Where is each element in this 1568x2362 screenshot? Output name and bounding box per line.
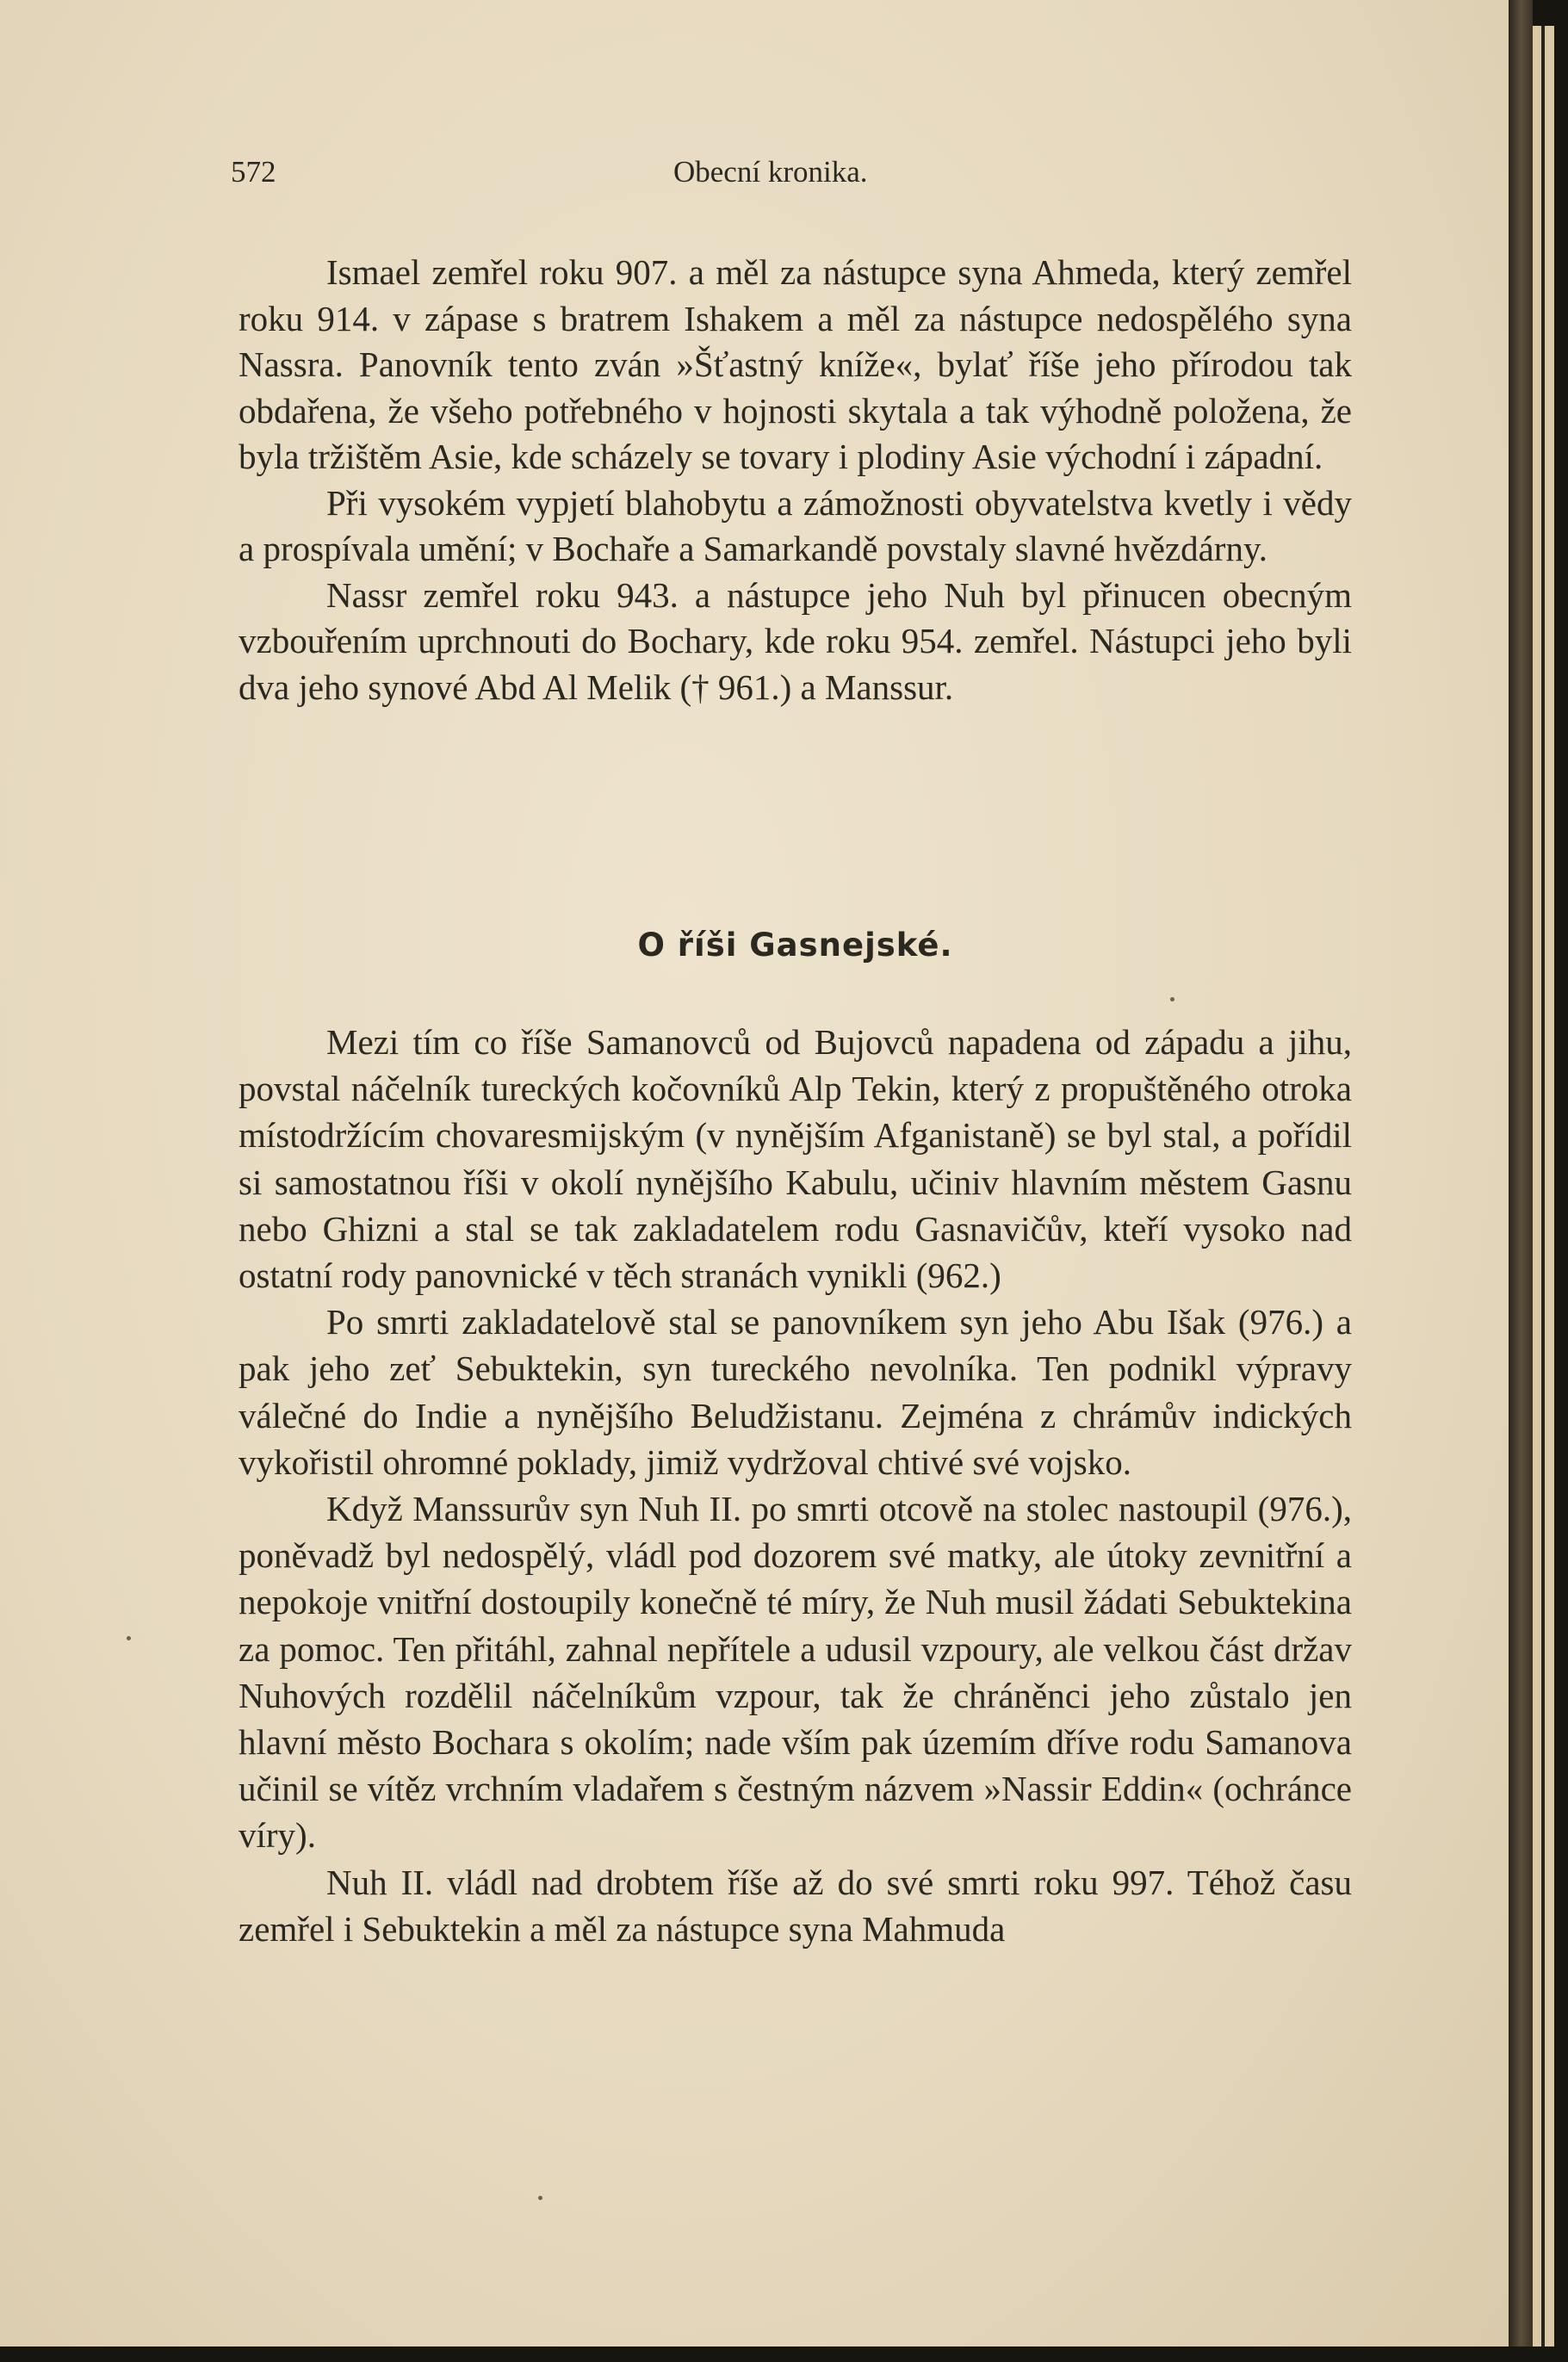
paper-speck (538, 2196, 542, 2200)
paragraph: Po smrti zakladatelově stal se panovníkem syn jeho Abu Išak (976.) a pak jeho zeť Sebuktekin, syn tureckého nevolníka. Ten podnikl výpravy válečné do Indie a nynějšího Beludžistanu. Zejména z chrámův indických vykořistil ohromné poklady, jimiž vydržoval chtivé své vojsko. (239, 1302, 1352, 1482)
paragraph: Nuh II. vládl nad drobtem říše až do své smrti roku 997. Téhož času zemřel i Sebuktekin a měl za nástupce syna Mahmuda (239, 1862, 1352, 1949)
page-number: 572 (231, 155, 276, 189)
paragraph: Mezi tím co říše Samanovců od Bujovců napadena od západu a jihu, povstal náčelník tureckých kočovníků Alp Tekin, který z propuštěného otroka místodržícím chovaresmijským (v nynějším Afganistaně) se byl stal, a pořídil si samostatnou říši v okolí nynějšího Kabulu, učiniv hlavním městem Gasnu nebo Ghizni a stal se tak zakladatelem rodu Gasnavičův, kteří vysoko nad ostatní rody panovnické v těch stranách vynikli (962.) (239, 1022, 1352, 1296)
section-1-text (239, 250, 1352, 710)
section-heading: O říši Gasnejské. (637, 927, 953, 964)
paragraph: Nassr zemřel roku 943. a nástupce jeho Nuh byl přinucen obecným vzbouřením uprchnouti do Bochary, kde roku 954. zemřel. Nástupci jeho byli dva jeho synové Abd Al Melik († 961.) a Manssur. (239, 574, 1352, 707)
paper-speck (1170, 997, 1174, 1001)
page-gutter (1509, 0, 1533, 2347)
paper-speck (127, 1636, 131, 1640)
binding-line (1541, 26, 1545, 2347)
page-header (231, 155, 1350, 207)
paragraph: Při vysokém vypjetí blahobytu a zámožnosti obyvatelstva kvetly i vědy a prospívala umění; v Bochaře a Samarkandě povstaly slavné hvězdárny. (239, 482, 1352, 568)
paragraph: Když Manssurův syn Nuh II. po smrti otcově na stolec nastoupil (976.), poněvadž byl nedospělý, vládl pod dozorem své matky, ale útoky zevnitřní a nepokoje vnitřní dostoupily konečně té míry, že Nuh musil žádati Sebuktekina za pomoc. Ten přitáhl, zahnal nepřítele a udusil vzpoury, ale velkou část držav Nuhových rozdělil náčelníkům vzpour, tak že chráněnci jeho zůstalo jen hlavní město Bochara s okolím; nade vším pak územím dříve rodu Samanova učinil se vítěz vrchním vladařem s čestným názvem »Nassir Eddin« (ochránce víry). (239, 1489, 1352, 1856)
paragraph: Ismael zemřel roku 907. a měl za nástupce syna Ahmeda, který zemřel roku 914. v zápase s bratrem Ishakem a měl za nástupce nedospělého syna Nassra. Panovník tento zván »Šťastný kníže«, bylať říše jeho přírodou tak obdařena, že všeho potřebného v hojnosti skytala a tak výhodně položena, že byla tržištěm Asie, kde scházely se tovary i plodiny Asie východní i západní. (239, 252, 1352, 476)
section-2-text (239, 1019, 1352, 1952)
running-title: Obecní kronika. (673, 155, 868, 189)
